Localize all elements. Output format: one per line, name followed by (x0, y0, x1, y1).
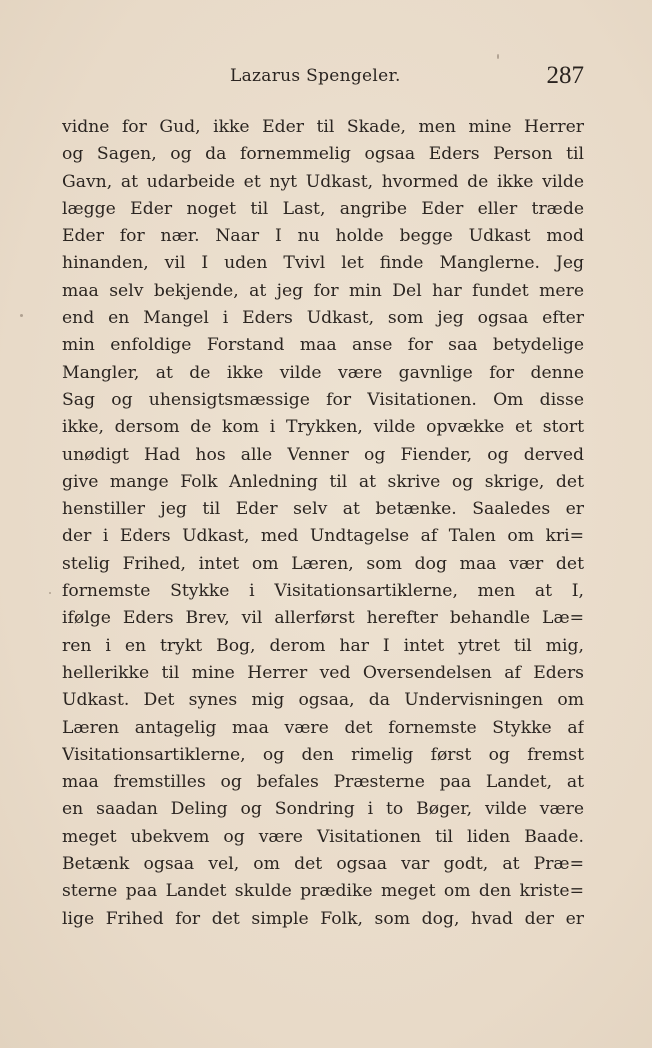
text-line: stelig Frihed, intet om Læren, som dog maa vær det (62, 553, 584, 574)
text-line: meget ubekvem og være Visitationen til liden Baade. (62, 826, 584, 847)
text-line: Eder for nær. Naar I nu holde begge Udkast mod (62, 226, 584, 247)
text-line: henstiller jeg til Eder selv at betænke. Saaledes er (62, 499, 584, 520)
text-line: Sag og uhensigtsmæssige for Visitationen. Om disse (62, 389, 584, 410)
body-text (62, 114, 584, 933)
text-line: Udkast. Det synes mig ogsaa, da Undervisningen om (62, 690, 584, 711)
text-line: end en Mangel i Eders Udkast, som jeg ogsaa efter (62, 308, 584, 329)
text-line: fornemste Stykke i Visitationsartiklerne, men at I, (62, 581, 584, 602)
text-line: og Sagen, og da fornemmelig ogsaa Eders Person til (62, 144, 584, 165)
text-line: vidne for Gud, ikke Eder til Skade, men mine Herrer (62, 117, 584, 137)
paper-speck (49, 592, 51, 594)
text-line: min enfoldige Forstand maa anse for saa betydelige (62, 335, 584, 356)
text-line: Betænk ogsaa vel, om det ogsaa var godt, at Præ= (62, 854, 584, 875)
text-line: hellerikke til mine Herrer ved Oversendelsen af Eders (62, 662, 584, 683)
text-line: Mangler, at de ikke vilde være gavnlige for denne (62, 362, 584, 383)
paper-speck (497, 54, 499, 59)
text-line: ikke, dersom de kom i Trykken, vilde opvække et stort (62, 417, 584, 438)
text-line: sterne paa Landet skulde prædike meget om den kriste= (62, 881, 584, 902)
text-line: Læren antagelig maa være det fornemste Stykke af (62, 717, 584, 738)
text-line: ren i en trykt Bog, derom har I intet ytret til mig, (62, 635, 584, 656)
text-line: Gavn, at udarbeide et nyt Udkast, hvormed de ikke vilde (62, 171, 584, 192)
text-line: unødigt Had hos alle Venner og Fiender, og derved (62, 444, 584, 465)
text-line: lægge Eder noget til Last, angribe Eder eller træde (62, 198, 584, 219)
text-line: der i Eders Udkast, med Undtagelse af Talen om kri= (62, 526, 584, 547)
text-line: maa selv bekjende, at jeg for min Del har fundet mere (62, 280, 584, 301)
text-line: ifølge Eders Brev, vil allerførst herefter behandle Læ= (62, 608, 584, 629)
text-line: en saadan Deling og Sondring i to Bøger, vilde være (62, 799, 584, 820)
text-line: give mange Folk Anledning til at skrive og skrige, det (62, 471, 584, 492)
text-line: hinanden, vil I uden Tvivl let finde Manglerne. Jeg (62, 253, 584, 274)
paper-speck (20, 314, 23, 317)
page-header (62, 62, 584, 94)
running-head: Lazarus Spengeler. (230, 66, 401, 86)
page-number: 287 (546, 62, 584, 89)
text-line: maa fremstilles og befales Præsterne paa Landet, at (62, 772, 584, 793)
text-line: lige Frihed for det simple Folk, som dog, hvad der er (62, 908, 584, 929)
text-line: Visitationsartiklerne, og den rimelig først og fremst (62, 744, 584, 765)
